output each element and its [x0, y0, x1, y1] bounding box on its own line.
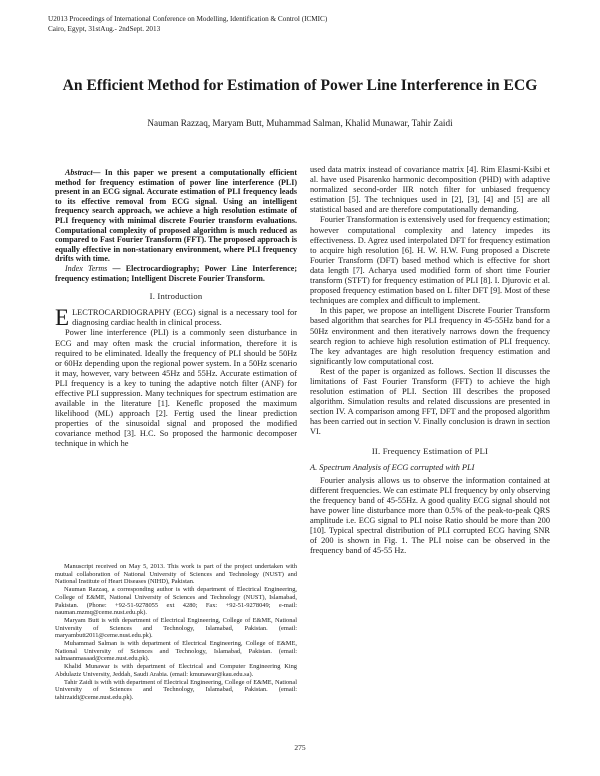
- proposal-paragraph: In this paper, we propose an intelligent Discrete Fourier Transform based algorithm that searches for PLI frequency in 45-55Hz band for a 50Hz environment and then iteratively narrows down the frequency search region to achieve high resolution estimation of PLI frequency. The key advantages are high resolution frequency estimation and significantly low computational cost.: [310, 306, 550, 366]
- footnote-author-1: Nauman Razzaq, a corresponding author is with department of Electrical Engineering, College of E&ME, National University of Sciences and Technology (NUST), Islamabad, Pakistan. (Phone: +92-51-9278055 ext 4280; Fax: +92-51-9278049; e-mail: nauman.mzmq@ceme.nust.edu.pk).: [55, 586, 297, 617]
- footnote-author-5: Tahir Zaidi is with with department of Electrical Engineering, College of E&ME, National University of Sciences and Technology, Islamabad, Pakistan. (email: tahirzaidi@ceme.nust.edu.pk).: [55, 678, 297, 701]
- subsection-heading-spectrum: A. Spectrum Analysis of ECG corrupted with PLI: [310, 462, 475, 472]
- header-line-1: U2013 Proceedings of International Conference on Modelling, Identification & Control (ICMIC): [48, 15, 328, 23]
- header-line-2: Cairo, Egypt, 31stAug.- 2ndSept. 2013: [48, 25, 161, 33]
- index-terms-label: Index Terms: [65, 263, 108, 273]
- conference-header: [48, 14, 327, 34]
- abstract: [55, 168, 297, 264]
- author-list: Nauman Razzaq, Maryam Butt, Muhammad Salman, Khalid Munawar, Tahir Zaidi: [147, 118, 453, 128]
- footnote-manuscript: Manuscript received on May 5, 2013. This work is part of the project undertaken with mutual collaboration of National University of Sciences and Technology (NUST) and National Institute of Heart Diseases (NIHD), Pakistan.: [55, 563, 297, 586]
- footnote-author-2: Maryam Butt is with department of Electrical Engineering, College of E&ME, National University of Sciences and Technology, Islamabad, Pakistan. (email: maryambutt2011@ceme.nust.edu.pk).: [55, 616, 297, 640]
- right-column: [310, 165, 550, 556]
- spectrum-paragraph: Fourier analysis allows us to observe the information contained at different frequencies. We can estimate PLI frequency by only observing the frequency band of 45-55Hz. A good quality ECG signal should not have power line disturbance more than 0.5% of the peak-to-peak QRS amplitude i.e. ECG signal to PLI noise Ratio should be more than 200 [10]. Typical spectral distribution of PLI corrupted ECG having SNR of 200 is shown in Fig. 1. The PLI noise can be observed in the frequency band of 45-55 Hz.: [310, 475, 550, 556]
- index-terms: [55, 264, 297, 283]
- intro-paragraph-1: [55, 305, 297, 331]
- fourier-paragraph: Fourier Transformation is extensively used for frequency estimation; however computational complexity and latency impedes its effectiveness. D. Agrez used interpolated DFT for frequency estimation to acquire high resolution [6]. H. W. H.W. Fung proposed a Discrete Fourier Transform (DFT) based method which is effective for short data length [7]. Acharya used modified form of short time Fourier transform (STFT) for frequency estimation of PLI [8]. I. Djurovic et al. proposed frequency estimation based on L filter DFT [9]. Most of these techniques are complex and difficult to implement.: [310, 215, 550, 306]
- footnote-author-3: Muhammad Salman is with department of Electrical Engineering, College of E&ME, National University of Sciences and Technology, Islamabad, Pakistan. (email: salmaanmasaad@ceme.nust.edu.pk).: [55, 640, 297, 663]
- abstract-text: In this paper we present a computationally efficient method for frequency estimation of power line interference (PLI) present in an ECG signal. Accurate estimation of PLI frequency leads to its effective removal from ECG signal. Using an intelligent frequency search approach, we achieve a high resolution estimate of PLI frequency with minimal discrete Fourier transform evaluations. Computational complexity of proposed algorithm is much reduced as compared to Fast Fourier Transform (FFT). The proposed approach is equally effective in non-stationary environment, where PLI frequency drifts with time.: [55, 168, 297, 264]
- left-column: [55, 168, 297, 450]
- drop-cap: E: [55, 305, 70, 331]
- footnotes: [55, 563, 297, 702]
- intro-paragraph-2: Power line interference (PLI) is a commonly seen disturbance in ECG and may often mask the crucial information, therefore it is required to be eliminated. Ideally the frequency of PLI should be 50Hz or 60Hz depending upon the regional power system. In a 50Hz scenario it may, however, vary between 45Hz and 55Hz. Accurate estimation of PLI frequency is a key to tuning the adaptive notch filter (ANF) for effective PLI suppression. Many techniques for spectrum estimation are available in the literature [1]. Keneflc proposed the maximum likelihood (ML) approach [2]. Fertig used the linear prediction properties of the sinusoidal signal and proposed the modified covariance method [3]. H.C. So proposed the harmonic decomposer technique in which he: [55, 328, 297, 449]
- organization-paragraph: Rest of the paper is organized as follows. Section II discusses the limitations of Fast Fourier Transform (FFT) to achieve the high resolution estimation of PLI. Section III describes the proposed algorithm. Simulation results and related discussions are presented in section IV. A comparison among FFT, DFT and the proposed algorithm has been carried out in section V. Finally conclusion is drawn in section VI.: [310, 366, 550, 437]
- page-number: 275: [294, 743, 306, 752]
- paper-title: An Efficient Method for Estimation of Power Line Interference in ECG: [62, 77, 538, 94]
- section-heading-frequency-estimation: II. Frequency Estimation of PLI: [371, 445, 489, 456]
- related-work-paragraph: used data matrix instead of covariance matrix [4]. Rim Elasmi-Ksibi et al. have used Pisarenko harmonic decomposition (PHD) with adaptive normalized second-order IIR notch filter for unbiased frequency estimation [5]. The techniques used in [2], [3], [4] and [5] are all statistical based and are therefore computationally demanding.: [310, 165, 550, 215]
- section-heading-introduction: I. Introduction: [149, 291, 203, 302]
- index-terms-text: — Electrocardiography; Power Line Interference; frequency estimation; Intelligent Discrete Fourier Transform.: [55, 263, 297, 283]
- intro-p1-text: LECTROCARDIOGRAPHY (ECG) signal is a necessary tool for diagnosing cardiac health in clinical process.: [72, 308, 297, 328]
- abstract-label: Abstract—: [65, 168, 101, 177]
- footnote-author-4: Khalid Munawar is with department of Electrical and Computer Engineering King Abdulaziz University, Jeddah, Saudi Arabia. (email: kmunawar@kau.edu.sa).: [55, 663, 297, 678]
